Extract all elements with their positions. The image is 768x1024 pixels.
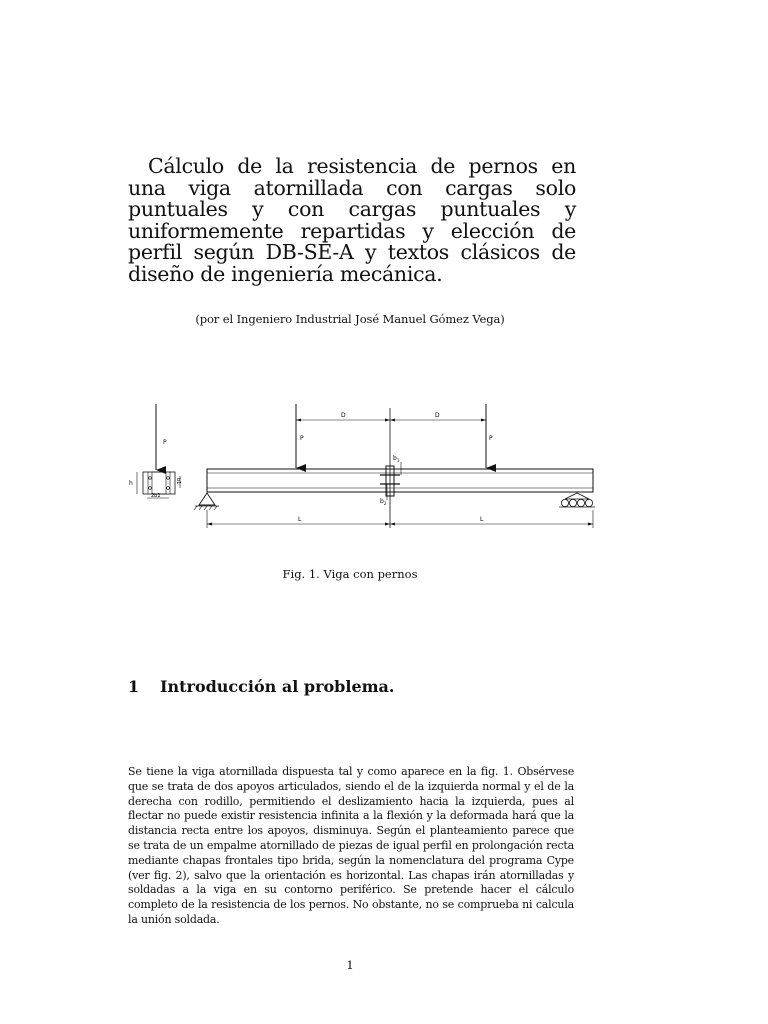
section-right-dim: b1	[175, 478, 181, 485]
load-label-left: P	[163, 439, 167, 446]
section-number: 1	[128, 677, 140, 696]
dimension-d	[296, 412, 486, 422]
bolt-label-top: $b_1$	[393, 455, 400, 463]
dim-d-right: D	[435, 412, 440, 419]
cross-section	[129, 404, 181, 499]
body-paragraph: Se tiene la viga atornillada dispuesta tal y como aparece en la fig. 1. Obsérvese que se trata de dos apoyos articulados, siendo el de la izquierda normal y el de la derecha con rodillo, permitiendo el deslizamiento hacia la izquierda, pues al flectar no puede existir resistencia infinita a la flexión y la deformada hará que la distancia recta entre los apoyos, disminuya. Según el planteamiento parece que se trata de un empalme atornillado de piezas de igual perfil en prolongación recta mediante chapas frontales tipo brida, según la nomenclatura del programa Cype (ver fig. 2), salvo que la orientación es horizontal. Las chapas irán atornilladas y soldadas a la viga en su contorno periférico. Se pretende hacer el cálculo completo de la resistencia de los pernos. No obstante, no se comprueba ni calcula la unión soldada.	[128, 765, 574, 926]
section-heading	[128, 677, 394, 696]
author-line: (por el Ingeniero Industrial José Manuel Gómez Vega)	[195, 312, 505, 326]
bolt-hole	[149, 487, 152, 490]
section-title: Introducción al problema.	[160, 677, 395, 696]
bolt-hole	[167, 477, 170, 480]
document-title: Cálculo de la resistencia de pernos en una viga atornillada con cargas solo puntuales y con cargas puntuales y uniformemente repartidas y elección de perfil según DB-SE-A y textos clásicos de diseño de ingeniería mecánica.	[128, 154, 576, 286]
load-label-mid: P	[300, 435, 304, 442]
span-l-right: L	[480, 516, 484, 523]
bolt-label-bottom: $b_2$	[380, 498, 387, 506]
page-number: 1	[346, 958, 354, 972]
bolted-joint	[380, 408, 401, 528]
dim-d-left: D	[341, 412, 346, 419]
dimension-l	[207, 510, 593, 528]
bolt-hole	[167, 487, 170, 490]
roller-support	[559, 493, 595, 507]
section-height-label: h	[129, 480, 133, 487]
section-bottom-dim: 2b1	[151, 493, 161, 499]
beam-figure	[125, 396, 605, 534]
bolt-hole	[149, 477, 152, 480]
span-l-left: L	[298, 516, 302, 523]
beam-body	[207, 469, 593, 492]
pinned-support	[194, 493, 219, 510]
beam	[207, 469, 593, 492]
figure-caption: Fig. 1. Viga con pernos	[282, 567, 418, 581]
load-label-right: P	[489, 435, 493, 442]
